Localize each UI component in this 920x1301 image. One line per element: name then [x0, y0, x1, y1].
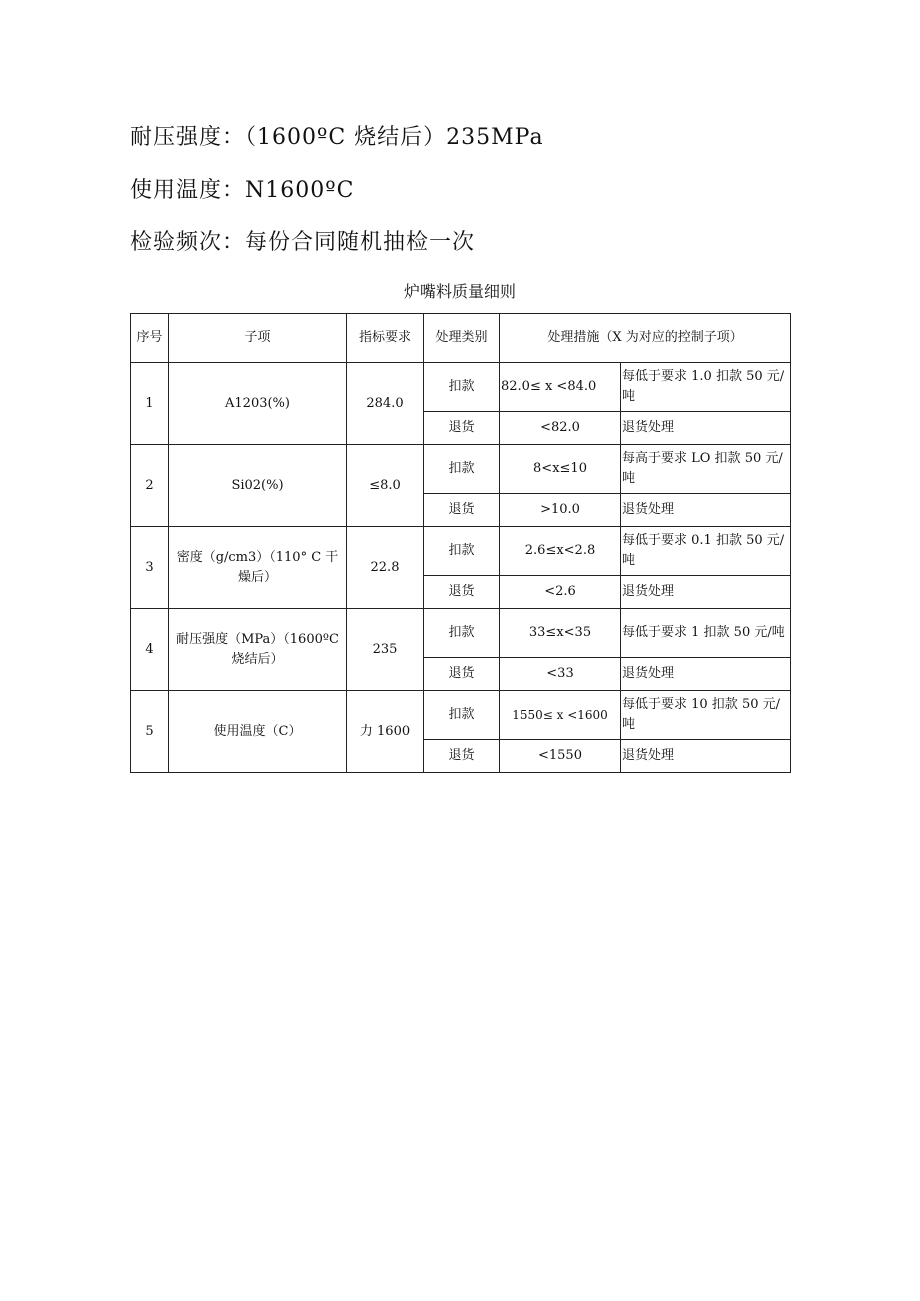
table-row: [131, 527, 791, 576]
header-measure: 处理措施（X 为对应的控制子项）: [500, 314, 791, 363]
table-row: [131, 691, 791, 740]
cell-return-range: <2.6: [500, 576, 621, 609]
cell-deduct-action: 每低于要求 1 扣款 50 元/吨: [621, 609, 791, 658]
cell-item: A1203(%): [169, 363, 347, 445]
cell-return-range: >10.0: [500, 494, 621, 527]
cell-return-range: <82.0: [500, 412, 621, 445]
cell-seq: 2: [131, 445, 169, 527]
cell-deduct-range: 1550≤ x <1600: [500, 691, 621, 740]
cell-seq: 4: [131, 609, 169, 691]
cell-deduct-action: 每低于要求 0.1 扣款 50 元/吨: [621, 527, 791, 576]
cell-requirement: 235: [347, 609, 424, 691]
cell-return-label: 退货: [424, 494, 500, 527]
cell-deduct-label: 扣款: [424, 363, 500, 412]
spec-service-temperature: 使用温度：N1600ºC: [130, 178, 355, 203]
cell-return-action: 退货处理: [621, 576, 791, 609]
cell-return-label: 退货: [424, 658, 500, 691]
cell-deduct-label: 扣款: [424, 691, 500, 740]
spec-compressive-strength: 耐压强度：（1600ºC 烧结后）235MPa: [130, 125, 544, 150]
cell-deduct-action: 每高于要求 LO 扣款 50 元/吨: [621, 445, 791, 494]
header-category: 处理类别: [424, 314, 500, 363]
cell-deduct-label: 扣款: [424, 445, 500, 494]
table-title: 炉嘴料质量细则: [403, 282, 516, 301]
cell-return-action: 退货处理: [621, 494, 791, 527]
cell-return-action: 退货处理: [621, 412, 791, 445]
cell-item: 密度（g/cm3）（110° C 干燥后）: [169, 527, 347, 609]
cell-item: 耐压强度（MPa）（1600ºC 烧结后）: [169, 609, 347, 691]
quality-rules-table: [130, 313, 791, 773]
header-item: 子项: [169, 314, 347, 363]
cell-requirement: ≤8.0: [347, 445, 424, 527]
table-row: [131, 363, 791, 412]
cell-deduct-range: 82.0≤ x <84.0: [500, 363, 621, 412]
cell-requirement: 284.0: [347, 363, 424, 445]
cell-deduct-label: 扣款: [424, 609, 500, 658]
cell-seq: 3: [131, 527, 169, 609]
header-seq: 序号: [131, 314, 169, 363]
cell-return-label: 退货: [424, 740, 500, 773]
cell-return-range: <33: [500, 658, 621, 691]
cell-deduct-label: 扣款: [424, 527, 500, 576]
cell-deduct-action: 每低于要求 10 扣款 50 元/吨: [621, 691, 791, 740]
cell-deduct-range: 33≤x<35: [500, 609, 621, 658]
cell-return-label: 退货: [424, 412, 500, 445]
table-row: [131, 609, 791, 658]
cell-requirement: 22.8: [347, 527, 424, 609]
cell-seq: 1: [131, 363, 169, 445]
cell-deduct-action: 每低于要求 1.0 扣款 50 元/吨: [621, 363, 791, 412]
cell-deduct-range: 8<x≤10: [500, 445, 621, 494]
cell-return-range: <1550: [500, 740, 621, 773]
header-requirement: 指标要求: [347, 314, 424, 363]
cell-deduct-range: 2.6≤x<2.8: [500, 527, 621, 576]
table-header-row: [131, 314, 791, 363]
cell-seq: 5: [131, 691, 169, 773]
cell-return-action: 退货处理: [621, 740, 791, 773]
cell-return-label: 退货: [424, 576, 500, 609]
cell-item: 使用温度（C）: [169, 691, 347, 773]
table-row: [131, 445, 791, 494]
spec-inspection-frequency: 检验频次：每份合同随机抽检一次: [130, 230, 476, 255]
cell-return-action: 退货处理: [621, 658, 791, 691]
cell-item: Si02(%): [169, 445, 347, 527]
cell-requirement: 力 1600: [347, 691, 424, 773]
